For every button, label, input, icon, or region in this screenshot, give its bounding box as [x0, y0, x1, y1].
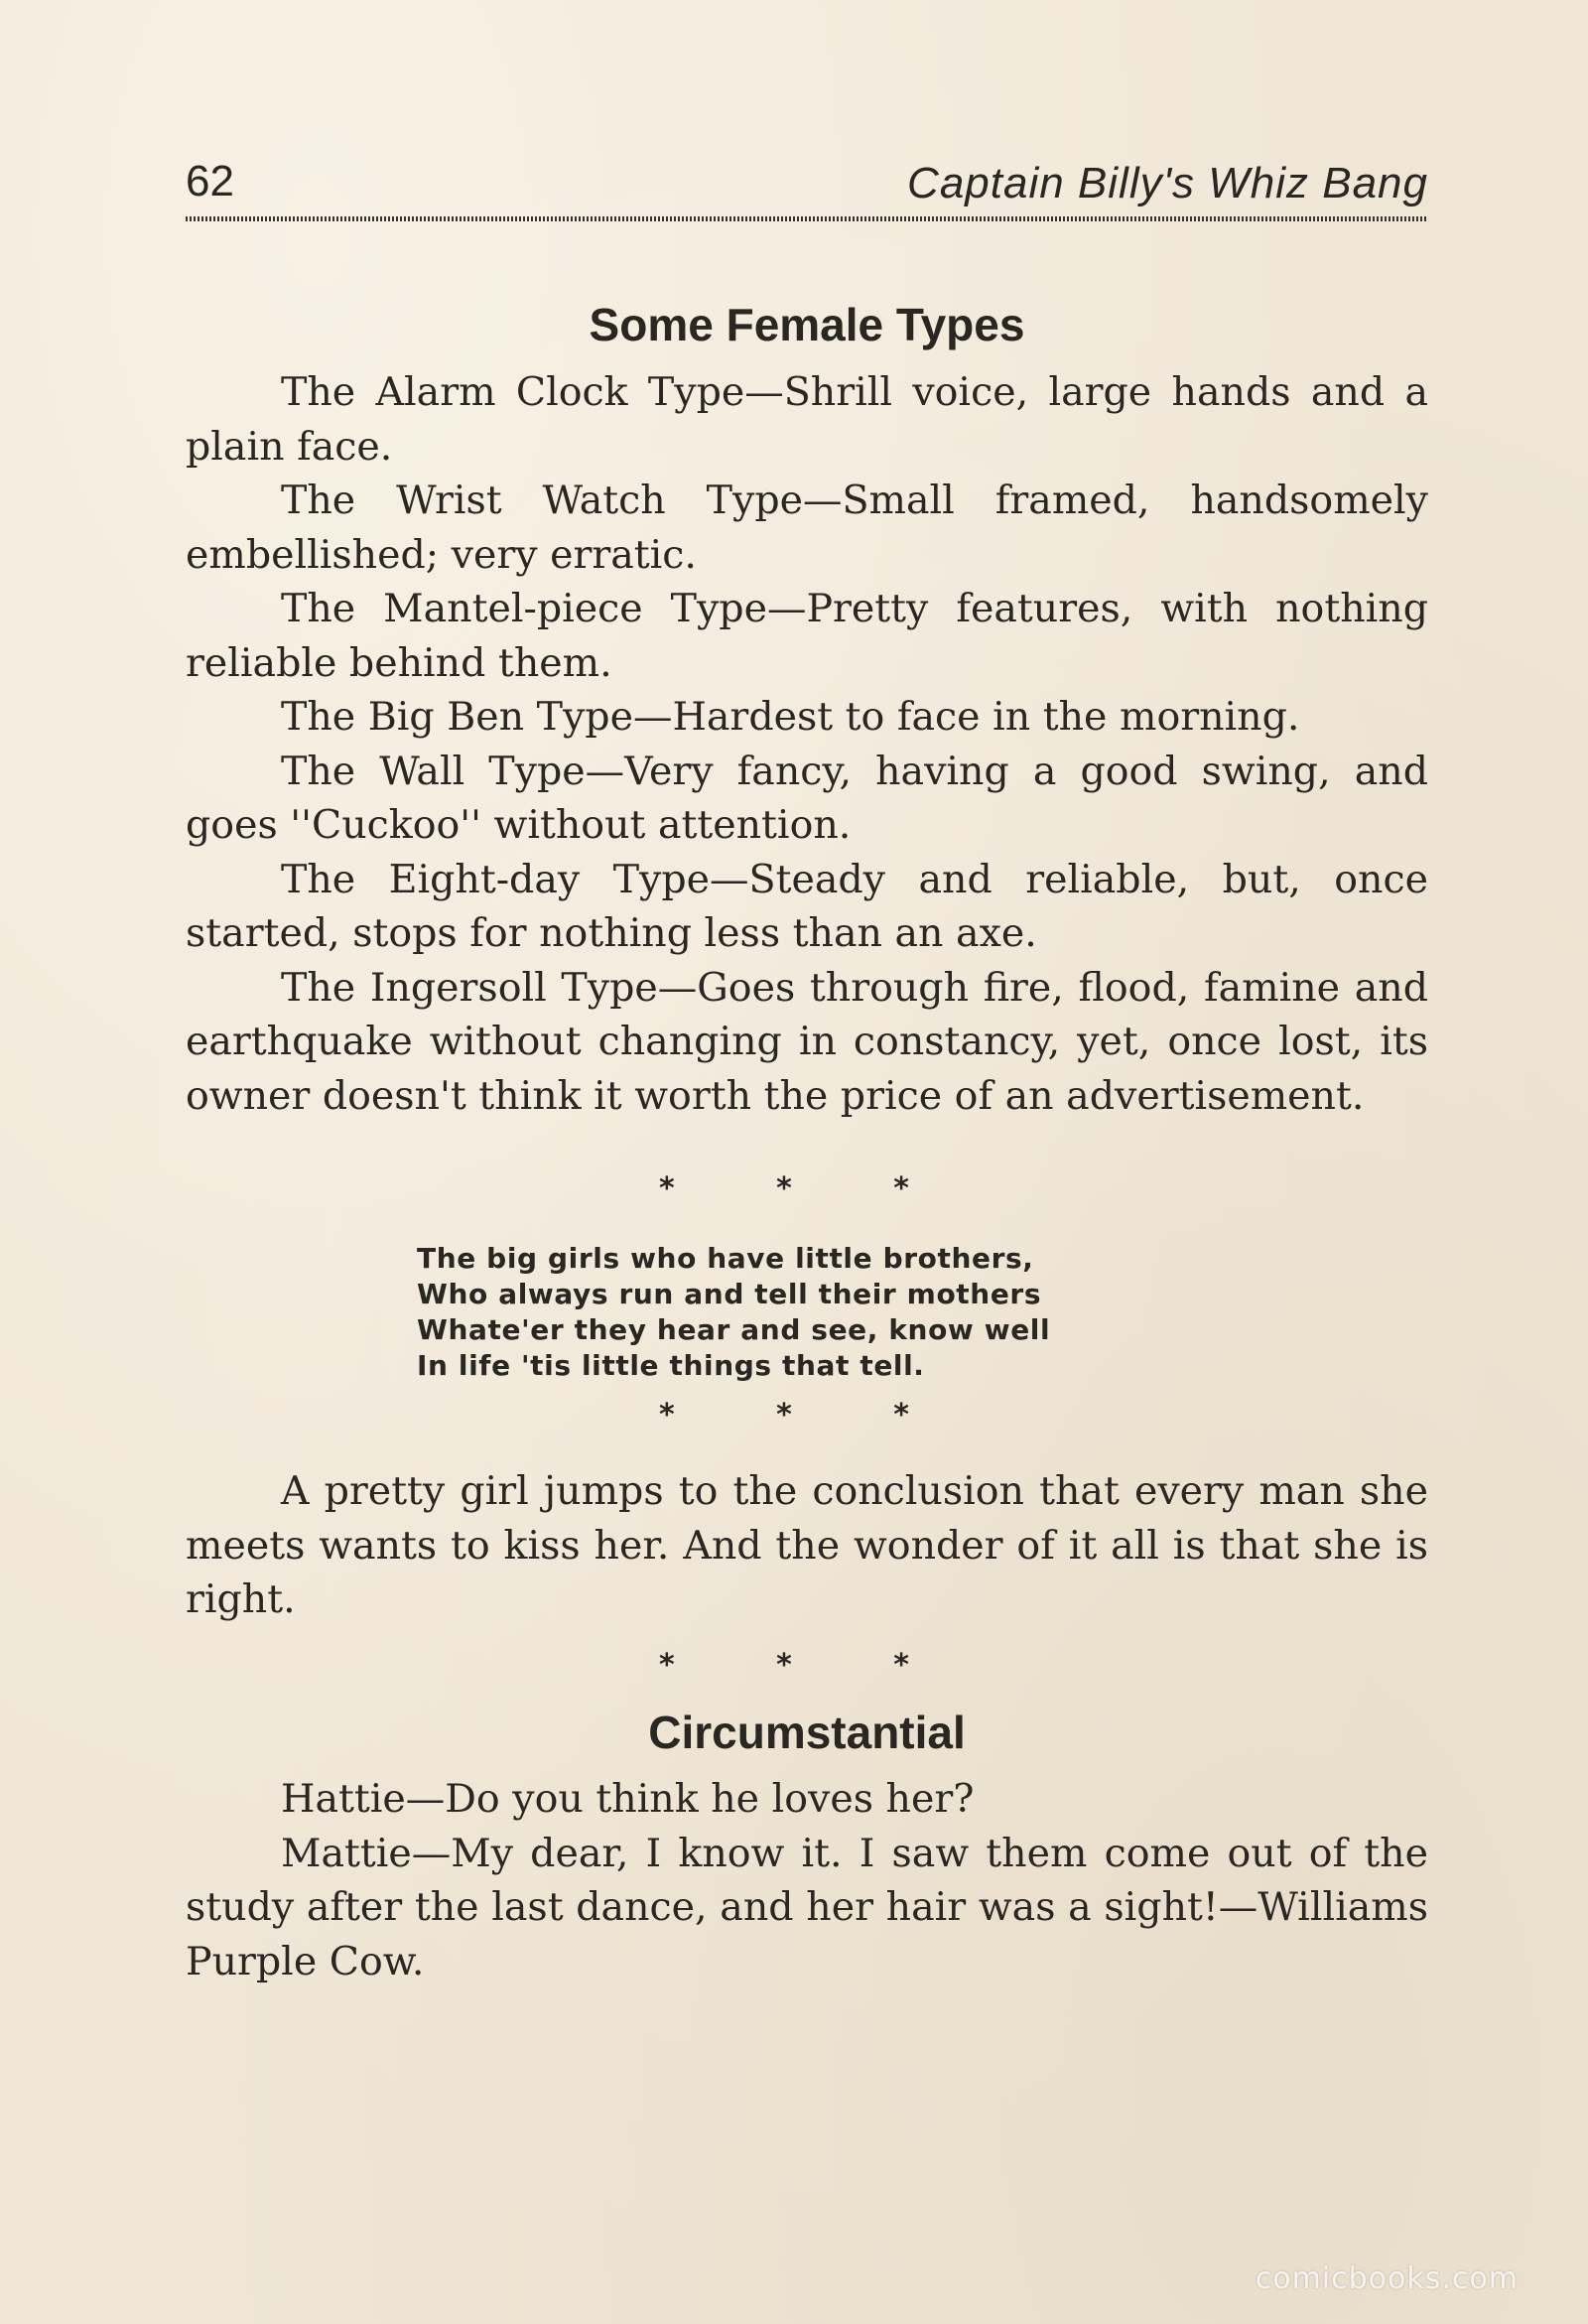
poem-line: The big girls who have little brothers, — [417, 1242, 1034, 1275]
poem-line: In life 'tis little things that tell. — [417, 1349, 925, 1382]
section-separator: * * * — [659, 1398, 955, 1433]
pretty-girl-joke — [186, 1464, 1428, 1627]
article-title-female-types: Some Female Types — [589, 299, 1025, 350]
paragraph-hattie: Hattie—Do you think he loves her? — [281, 1776, 975, 1822]
paragraph-mattie: Mattie—My dear, I know it. I saw them come out of the study after the last dance, and her hair was a sight!—Williams Purple Cow. — [186, 1830, 1428, 1984]
magazine-page — [186, 0, 1428, 2324]
poem-line: Who always run and tell their mothers — [417, 1278, 1042, 1310]
poem-line: Whate'er they hear and see, know well — [417, 1313, 1051, 1346]
paragraph-eight-day: The Eight-day Type—Steady and reliable, but, once started, stops for nothing less than an axe. — [186, 856, 1428, 956]
watermark: comicbooks.com — [1255, 2261, 1519, 2296]
journal-title: Captain Billy's Whiz Bang — [907, 159, 1428, 207]
section-separator: * * * — [659, 1171, 955, 1206]
paragraph-alarm-clock: The Alarm Clock Type—Shrill voice, large hands and a plain face. — [186, 369, 1428, 470]
paragraph-wall: The Wall Type—Very fancy, having a good swing, and goes ''Cuckoo'' without attention. — [186, 748, 1428, 848]
poem — [417, 1241, 1211, 1384]
section-separator: * * * — [659, 1648, 955, 1683]
header-rule — [186, 216, 1428, 221]
joke-paragraph: A pretty girl jumps to the conclusion that every man she meets wants to kiss her. And the wonder of it all is that she is right. — [186, 1468, 1428, 1622]
article-title-circumstantial: Circumstantial — [648, 1707, 966, 1758]
paragraph-wrist-watch: The Wrist Watch Type—Small framed, handsomely embellished; very erratic. — [186, 478, 1428, 578]
paragraph-ingersoll: The Ingersoll Type—Goes through fire, flood, famine and earthquake without changing in constancy, yet, once lost, its owner doesn't think it worth the price of an advertisement. — [186, 964, 1428, 1119]
paragraph-big-ben: The Big Ben Type—Hardest to face in the morning. — [281, 694, 1300, 740]
page-number: 62 — [186, 157, 234, 205]
running-head — [186, 157, 1428, 212]
circumstantial-body — [186, 1772, 1428, 1988]
paragraph-mantel-piece: The Mantel-piece Type—Pretty features, with nothing reliable behind them. — [186, 586, 1428, 686]
female-types-body — [186, 365, 1428, 1123]
